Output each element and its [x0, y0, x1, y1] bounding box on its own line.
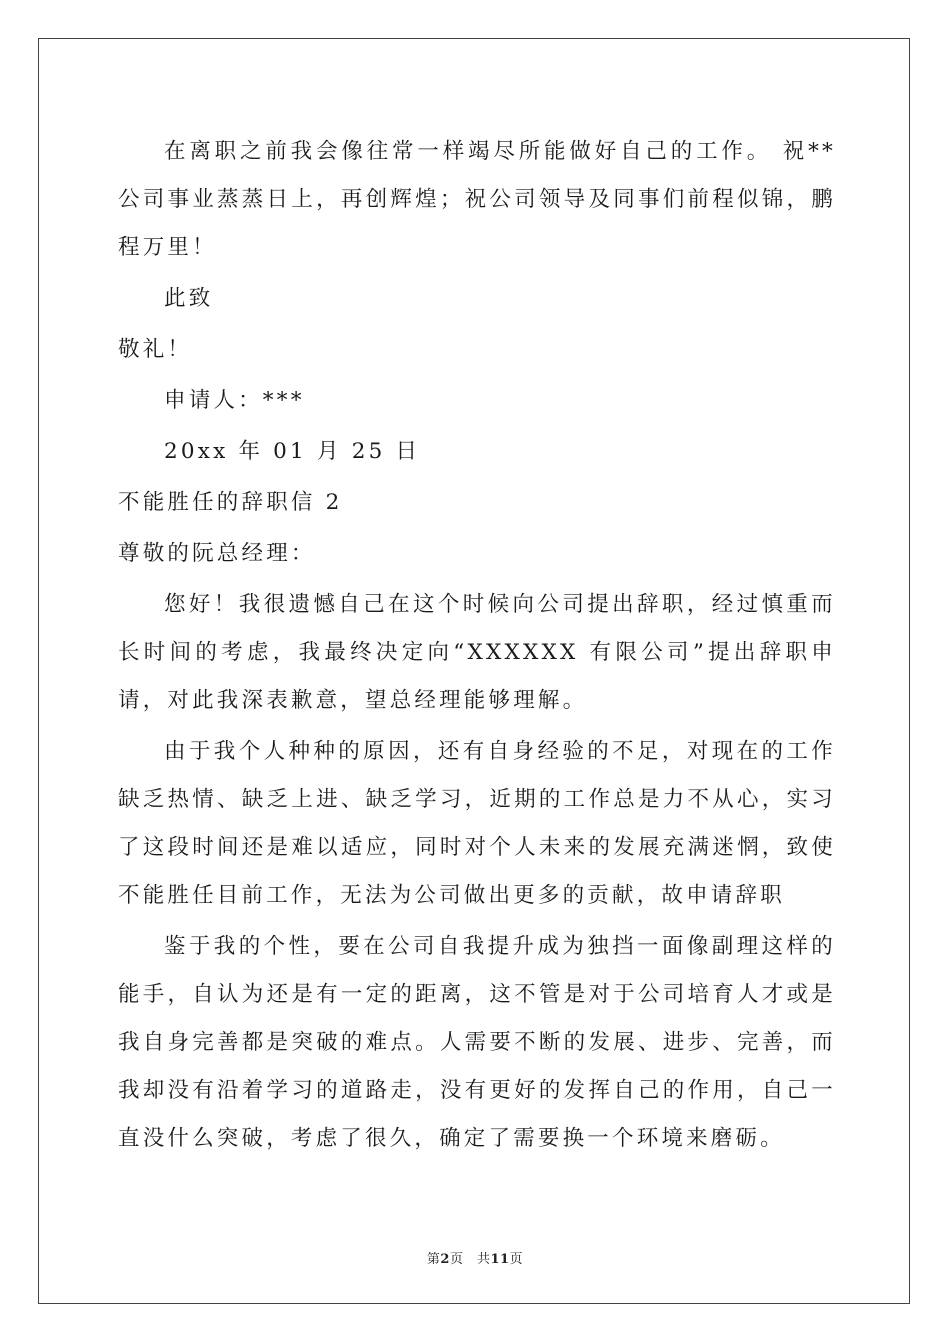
page-suffix: 页	[509, 1252, 524, 1267]
salutation-cizhi: 此致	[164, 286, 214, 311]
document-body	[118, 128, 836, 1163]
page-mid: 页 共	[449, 1252, 491, 1267]
body-paragraph-1: 您好！我很遗憾自己在这个时候向公司提出辞职，经过慎重而长时间的考虑，我最终决定向“XXXXXX 有限公司”提出辞职申请，对此我深表歉意，望总经理能够理解。	[118, 592, 836, 713]
page-current: 2	[440, 1252, 450, 1267]
letter-title: 不能胜任的辞职信 2	[118, 490, 343, 515]
body-paragraph-2: 由于我个人种种的原因，还有自身经验的不足，对现在的工作缺乏热情、缺乏上进、缺乏学习，近期的工作总是力不从心，实习了这段时间还是难以适应，同时对个人未来的发展充满迷惘，致使不能胜任目前工作，无法为公司做出更多的贡献，故申请辞职	[118, 739, 836, 908]
page-prefix: 第	[426, 1252, 441, 1267]
recipient-line: 尊敬的阮总经理：	[118, 541, 316, 566]
date-line: 20xx 年 01 月 25 日	[164, 439, 421, 464]
body-paragraph-3: 鉴于我的个性，要在公司自我提升成为独挡一面像副理这样的能手，自认为还是有一定的距离，这不管是对于公司培育人才或是我自身完善都是突破的难点。人需要不断的发展、进步、完善，而我却没有沿着学习的道路走，没有更好的发挥自己的作用，自己一直没什么突破，考虑了很久，确定了需要换一个环境来磨砺。	[118, 934, 836, 1151]
applicant-line: 申请人：***	[164, 388, 305, 413]
closing-paragraph: 在离职之前我会像往常一样竭尽所能做好自己的工作。 祝**公司事业蒸蒸日上，再创辉煌；祝公司领导及同事们前程似锦，鹏程万里！	[118, 139, 836, 260]
page-footer	[0, 1248, 950, 1267]
page-total: 11	[490, 1252, 510, 1267]
salutation-jingli: 敬礼！	[118, 337, 193, 362]
